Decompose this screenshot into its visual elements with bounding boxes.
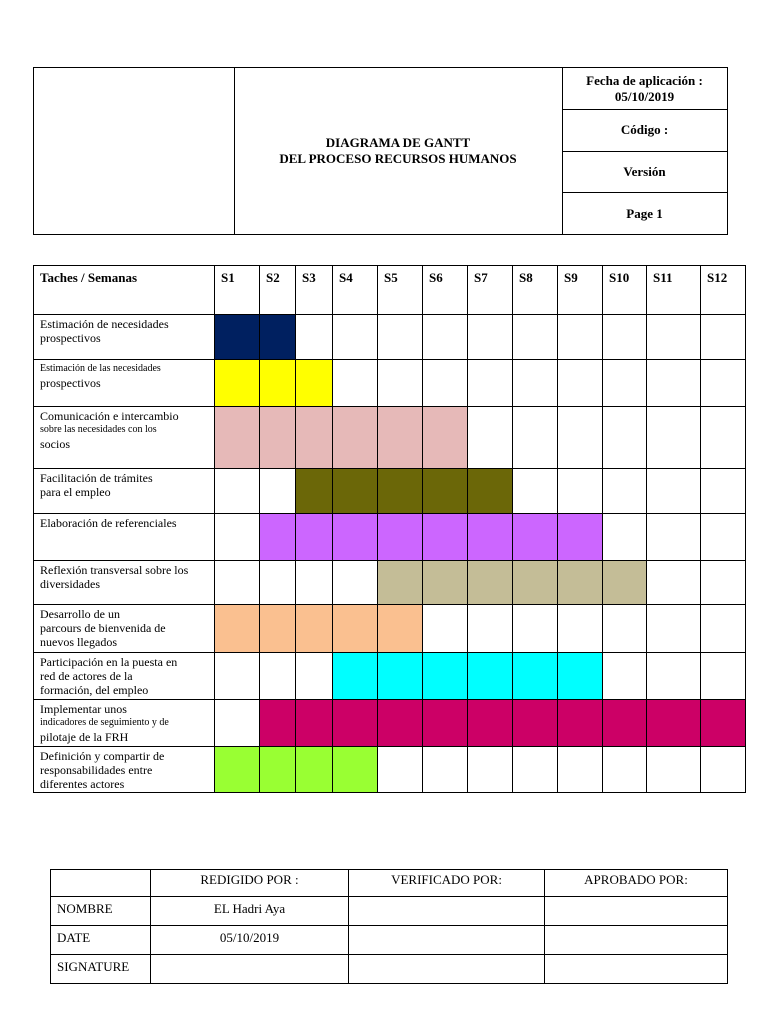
gantt-empty-cell (260, 561, 296, 605)
task-name-line: Estimación de necesidades (40, 317, 169, 331)
page-label: Page 1 (626, 205, 663, 221)
week-header-s12: S12 (701, 266, 746, 315)
gantt-empty-cell (701, 561, 746, 605)
gantt-bar-cell (215, 747, 260, 793)
gantt-empty-cell (468, 407, 513, 469)
gantt-empty-cell (603, 605, 647, 653)
signature-row-nombre (51, 897, 728, 926)
gantt-bar-cell (378, 514, 423, 561)
row-label: NOMBRE (51, 897, 151, 926)
task-name (34, 407, 215, 469)
aprobado-value[interactable] (545, 926, 728, 955)
page-cell (562, 193, 727, 234)
gantt-bar-cell (260, 407, 296, 469)
gantt-empty-cell (701, 407, 746, 469)
gantt-bar-cell (378, 561, 423, 605)
gantt-bar-cell (215, 605, 260, 653)
gantt-empty-cell (260, 469, 296, 514)
week-header-s7: S7 (468, 266, 513, 315)
gantt-empty-cell (603, 360, 647, 407)
redigido-value[interactable]: 05/10/2019 (151, 926, 349, 955)
gantt-bar-cell (423, 407, 468, 469)
gantt-empty-cell (701, 315, 746, 360)
task-name-line: nuevos llegados (40, 635, 117, 649)
gantt-empty-cell (558, 747, 603, 793)
week-header-s8: S8 (513, 266, 558, 315)
task-name-line: diversidades (40, 577, 100, 591)
gantt-bar-cell (378, 407, 423, 469)
gantt-bar-cell (296, 469, 333, 514)
version-label: Versión (623, 164, 666, 179)
task-name (34, 315, 215, 360)
gantt-empty-cell (513, 605, 558, 653)
gantt-bar-cell (468, 469, 513, 514)
gantt-empty-cell (513, 469, 558, 514)
gantt-bar-cell (558, 561, 603, 605)
signature-row-date (51, 926, 728, 955)
week-header-s9: S9 (558, 266, 603, 315)
gantt-bar-cell (215, 315, 260, 360)
task-name (34, 653, 215, 700)
gantt-empty-cell (647, 360, 701, 407)
task-name-line: Participación en la puesta en (40, 655, 178, 669)
task-name-line: formación, del empleo (40, 683, 149, 697)
gantt-bar-cell (701, 700, 746, 747)
gantt-bar-cell (423, 561, 468, 605)
task-name-line: sobre las necesidades con los (40, 424, 157, 435)
corner-label: Taches / Semanas (34, 266, 215, 315)
task-row (34, 747, 746, 793)
gantt-bar-cell (558, 653, 603, 700)
aprobado-value[interactable] (545, 897, 728, 926)
task-name-line: Implementar unos (40, 702, 127, 716)
gantt-empty-cell (215, 561, 260, 605)
gantt-bar-cell (215, 407, 260, 469)
gantt-bar-cell (333, 407, 378, 469)
task-row (34, 700, 746, 747)
fecha-label: Fecha de aplicación : (586, 72, 703, 88)
codigo-label: Código : (620, 122, 669, 137)
gantt-bar-cell (468, 514, 513, 561)
gantt-bar-cell (260, 700, 296, 747)
redigido-header: REDIGIDO POR : (151, 870, 349, 897)
task-name-line: Reflexión transversal sobre los (40, 563, 189, 577)
gantt-bar-cell (558, 514, 603, 561)
signature-header-empty (51, 870, 151, 897)
task-row (34, 315, 746, 360)
gantt-bar-cell (378, 700, 423, 747)
task-name (34, 561, 215, 605)
gantt-empty-cell (603, 407, 647, 469)
verificado-value[interactable] (349, 897, 545, 926)
gantt-empty-cell (333, 315, 378, 360)
task-row (34, 469, 746, 514)
gantt-empty-cell (603, 469, 647, 514)
gantt-empty-cell (215, 514, 260, 561)
gantt-empty-cell (513, 315, 558, 360)
gantt-empty-cell (296, 653, 333, 700)
task-name-line: Comunicación e intercambio (40, 409, 179, 423)
gantt-empty-cell (423, 315, 468, 360)
gantt-empty-cell (378, 747, 423, 793)
gantt-empty-cell (260, 653, 296, 700)
gantt-bar-cell (378, 605, 423, 653)
gantt-empty-cell (701, 360, 746, 407)
gantt-empty-cell (647, 653, 701, 700)
week-header-s5: S5 (378, 266, 423, 315)
gantt-empty-cell (378, 360, 423, 407)
task-row (34, 407, 746, 469)
task-name (34, 514, 215, 561)
gantt-empty-cell (603, 514, 647, 561)
gantt-bar-cell (296, 514, 333, 561)
task-name-line: socios (40, 437, 70, 451)
gantt-empty-cell (558, 469, 603, 514)
gantt-empty-cell (423, 747, 468, 793)
verificado-value[interactable] (349, 955, 545, 984)
task-name-line: Elaboración de referenciales (40, 516, 177, 530)
gantt-body (34, 315, 746, 793)
document-info (562, 68, 727, 234)
gantt-bar-cell (333, 747, 378, 793)
gantt-empty-cell (647, 469, 701, 514)
gantt-empty-cell (558, 605, 603, 653)
task-name-line: indicadores de seguimiento y de (40, 717, 169, 728)
signature-table (50, 869, 728, 984)
gantt-bar-cell (296, 700, 333, 747)
gantt-bar-cell (603, 561, 647, 605)
task-name (34, 700, 215, 747)
task-name-line: pilotaje de la FRH (40, 730, 129, 744)
gantt-bar-cell (468, 561, 513, 605)
gantt-empty-cell (468, 747, 513, 793)
week-header-s3: S3 (296, 266, 333, 315)
week-header-s4: S4 (333, 266, 378, 315)
gantt-empty-cell (558, 407, 603, 469)
gantt-bar-cell (260, 747, 296, 793)
gantt-empty-cell (647, 747, 701, 793)
gantt-bar-cell (296, 747, 333, 793)
gantt-bar-cell (468, 700, 513, 747)
gantt-empty-cell (423, 605, 468, 653)
gantt-empty-cell (603, 653, 647, 700)
gantt-bar-cell (296, 360, 333, 407)
week-header-s6: S6 (423, 266, 468, 315)
gantt-bar-cell (296, 605, 333, 653)
gantt-empty-cell (468, 360, 513, 407)
gantt-empty-cell (215, 653, 260, 700)
title-line-2: DEL PROCESO RECURSOS HUMANOS (279, 151, 517, 166)
task-name-line: parcours de bienvenida de (40, 621, 166, 635)
gantt-bar-cell (260, 315, 296, 360)
gantt-bar-cell (423, 469, 468, 514)
task-name-line: prospectivos (40, 376, 101, 390)
task-name (34, 605, 215, 653)
task-name-line: prospectivos (40, 331, 101, 345)
redigido-value[interactable] (151, 955, 349, 984)
aprobado-header: APROBADO POR: (545, 870, 728, 897)
task-row (34, 561, 746, 605)
gantt-empty-cell (468, 605, 513, 653)
gantt-empty-cell (333, 360, 378, 407)
document-title (234, 68, 563, 234)
gantt-empty-cell (603, 747, 647, 793)
signature-header-row (51, 870, 728, 897)
gantt-bar-cell (423, 514, 468, 561)
gantt-empty-cell (558, 360, 603, 407)
gantt-bar-cell (333, 653, 378, 700)
version-cell (562, 152, 727, 193)
gantt-empty-cell (701, 605, 746, 653)
title-line-1: DIAGRAMA DE GANTT (325, 135, 471, 150)
gantt-bar-cell (423, 653, 468, 700)
gantt-bar-cell (603, 700, 647, 747)
gantt-bar-cell (513, 514, 558, 561)
redigido-value[interactable]: EL Hadri Aya (151, 897, 349, 926)
aprobado-value[interactable] (545, 955, 728, 984)
gantt-bar-cell (260, 514, 296, 561)
task-row (34, 514, 746, 561)
gantt-empty-cell (603, 315, 647, 360)
task-name-line: Definición y compartir de (40, 749, 165, 763)
task-name-line: diferentes actores (40, 777, 125, 791)
gantt-bar-cell (333, 514, 378, 561)
gantt-empty-cell (647, 605, 701, 653)
gantt-empty-cell (701, 747, 746, 793)
gantt-empty-cell (647, 407, 701, 469)
gantt-empty-cell (701, 469, 746, 514)
gantt-empty-cell (701, 653, 746, 700)
task-name-line: responsabilidades entre (40, 763, 153, 777)
gantt-empty-cell (647, 315, 701, 360)
gantt-empty-cell (423, 360, 468, 407)
task-row (34, 360, 746, 407)
week-header-s10: S10 (603, 266, 647, 315)
task-name-line: Desarrollo de un (40, 607, 120, 621)
row-label: DATE (51, 926, 151, 955)
task-row (34, 653, 746, 700)
gantt-bar-cell (333, 469, 378, 514)
gantt-bar-cell (513, 561, 558, 605)
gantt-empty-cell (513, 407, 558, 469)
gantt-bar-cell (423, 700, 468, 747)
fecha-cell (562, 68, 727, 110)
gantt-empty-cell (296, 315, 333, 360)
row-label: SIGNATURE (51, 955, 151, 984)
gantt-table (33, 265, 746, 793)
gantt-bar-cell (333, 605, 378, 653)
verificado-header: VERIFICADO POR: (349, 870, 545, 897)
gantt-empty-cell (647, 514, 701, 561)
gantt-bar-cell (513, 700, 558, 747)
fecha-value: 05/10/2019 (614, 88, 675, 104)
gantt-bar-cell (333, 700, 378, 747)
task-name-line: Facilitación de trámites (40, 471, 153, 485)
gantt-bar-cell (260, 605, 296, 653)
gantt-bar-cell (468, 653, 513, 700)
task-name-line: Estimación de las necesidades (40, 363, 161, 374)
signature-row-signature (51, 955, 728, 984)
task-row (34, 605, 746, 653)
gantt-empty-cell (513, 747, 558, 793)
gantt-empty-cell (558, 315, 603, 360)
gantt-bar-cell (260, 360, 296, 407)
gantt-empty-cell (513, 360, 558, 407)
gantt-bar-cell (513, 653, 558, 700)
gantt-bar-cell (378, 653, 423, 700)
gantt-empty-cell (378, 315, 423, 360)
gantt-empty-cell (215, 469, 260, 514)
gantt-empty-cell (468, 315, 513, 360)
gantt-empty-cell (647, 561, 701, 605)
gantt-empty-cell (215, 700, 260, 747)
task-name-line: red de actores de la (40, 669, 133, 683)
gantt-bar-cell (215, 360, 260, 407)
task-name (34, 747, 215, 793)
logo-cell (34, 68, 235, 234)
task-name (34, 360, 215, 407)
gantt-bar-cell (296, 407, 333, 469)
task-name-line: para el empleo (40, 485, 111, 499)
task-name (34, 469, 215, 514)
codigo-cell (562, 110, 727, 152)
gantt-bar-cell (647, 700, 701, 747)
document-header (33, 67, 728, 235)
gantt-empty-cell (333, 561, 378, 605)
gantt-bar-cell (558, 700, 603, 747)
gantt-empty-cell (701, 514, 746, 561)
week-header-s2: S2 (260, 266, 296, 315)
week-header-s1: S1 (215, 266, 260, 315)
verificado-value[interactable] (349, 926, 545, 955)
gantt-header-row (34, 266, 746, 315)
week-header-s11: S11 (647, 266, 701, 315)
gantt-bar-cell (378, 469, 423, 514)
gantt-empty-cell (296, 561, 333, 605)
